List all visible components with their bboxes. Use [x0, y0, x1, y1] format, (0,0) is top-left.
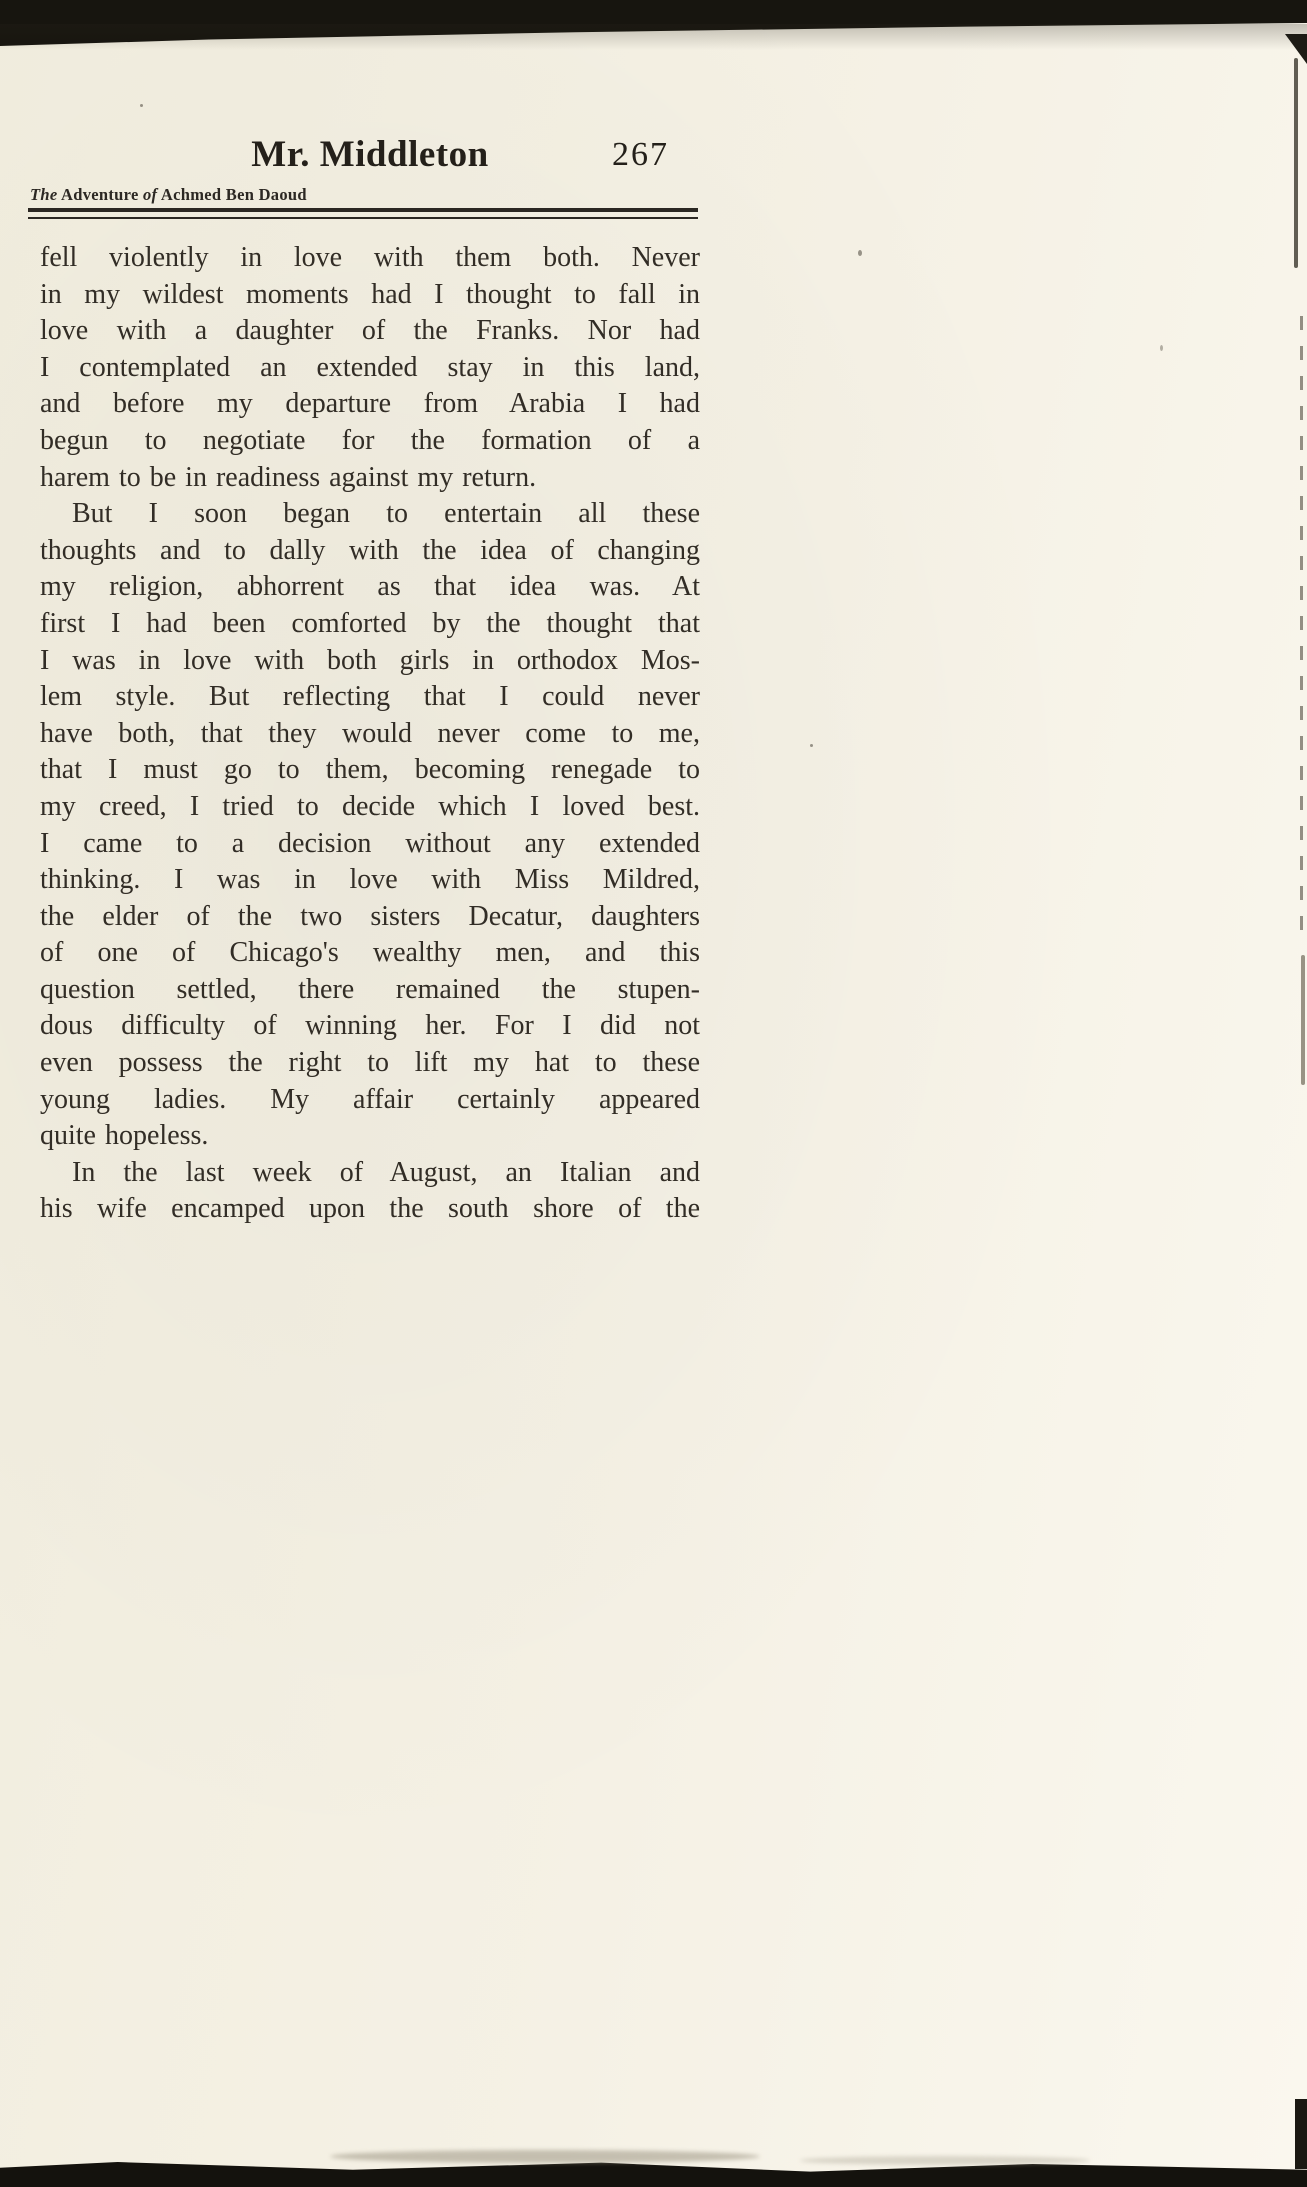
divider-rule-thick	[28, 208, 698, 212]
body-text	[40, 240, 700, 1228]
text-line: quite hopeless.	[40, 1120, 209, 1152]
text-line: harem to be in readiness against my return.	[40, 461, 537, 493]
running-title-of: of	[143, 185, 158, 204]
text-line: love with a daughter of the Franks. Nor had	[40, 315, 700, 347]
scan-speck	[858, 250, 862, 256]
text-line: that I must go to them, becoming renegade to	[40, 754, 700, 786]
text-line: young ladies. My affair certainly appeared	[40, 1083, 700, 1115]
text-line: the elder of the two sisters Decatur, daughters	[40, 900, 700, 932]
scan-speck	[1160, 345, 1163, 351]
text-line: thinking. I was in love with Miss Mildred,	[40, 864, 700, 896]
text-line: I contemplated an extended stay in this land,	[40, 351, 700, 383]
running-title-adventure: Adventure	[57, 185, 143, 204]
text-line: my creed, I tried to decide which I loved best.	[40, 790, 700, 822]
scan-speck	[810, 744, 813, 747]
divider-rule-thin	[28, 217, 698, 219]
text-line: of one of Chicago's wealthy men, and this	[40, 937, 700, 969]
text-line: have both, that they would never come to me,	[40, 717, 700, 749]
page-content	[30, 0, 700, 2187]
text-line: dous difficulty of winning her. For I did not	[40, 1010, 700, 1042]
text-line: and before my departure from Arabia I had	[40, 388, 700, 420]
text-line: thoughts and to dally with the idea of changing	[40, 534, 700, 566]
text-line: I was in love with both girls in orthodox Mos-	[40, 644, 700, 676]
scan-edge-right	[1295, 2099, 1307, 2169]
text-line: fell violently in love with them both. Never	[40, 242, 700, 273]
scan-edge-right	[1294, 58, 1298, 268]
running-title	[30, 185, 307, 205]
page-number: 267	[612, 136, 669, 173]
running-title-the: The	[30, 185, 58, 204]
text-line: question settled, there remained the stupen-	[40, 973, 700, 1005]
scan-smudge	[800, 2156, 1090, 2165]
text-line: But I soon began to entertain all these	[72, 498, 700, 530]
text-line: I came to a decision without any extended	[40, 827, 700, 859]
text-line: in my wildest moments had I thought to fall in	[40, 278, 700, 310]
text-line: In the last week of August, an Italian and	[72, 1156, 700, 1188]
scan-edge-right	[1300, 300, 1303, 940]
text-line: first I had been comforted by the thought that	[40, 607, 700, 639]
scan-edge-right	[1301, 955, 1305, 1085]
text-line: begun to negotiate for the formation of a	[40, 424, 700, 456]
text-line: even possess the right to lift my hat to these	[40, 1047, 700, 1079]
text-line: lem style. But reflecting that I could never	[40, 681, 700, 713]
text-line: my religion, abhorrent as that idea was. At	[40, 571, 700, 603]
chapter-title: Mr. Middleton	[251, 134, 489, 175]
running-title-name: Achmed Ben Daoud	[157, 185, 307, 204]
text-line: his wife encamped upon the south shore of the	[40, 1193, 700, 1225]
